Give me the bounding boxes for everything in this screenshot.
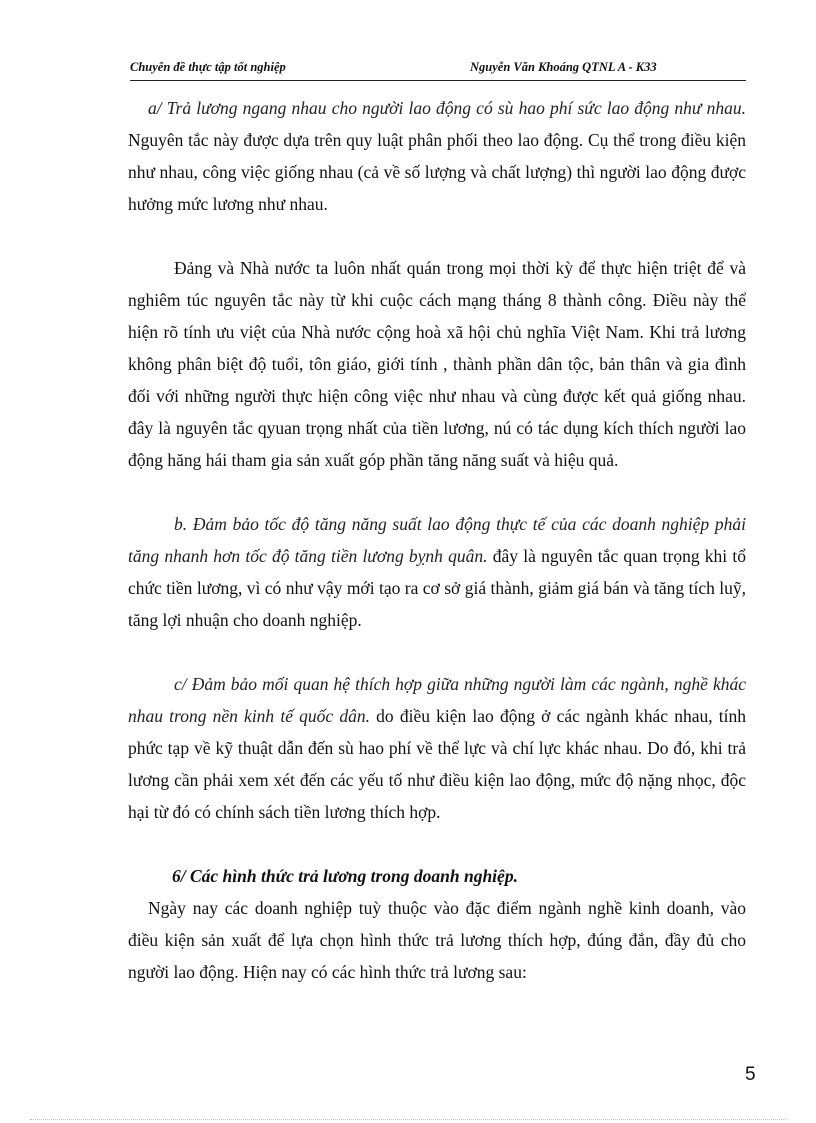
paragraph-6: Ngày nay các doanh nghiệp tuỳ thuộc vào đặc điểm ngành nghề kinh doanh, vào điều kiện sản xuất để lựa chọn hình thức trả lương thích hợp, đúng đắn, đầy đủ cho người lao động. Hiện nay có các hình thức trả lương sau: bbox=[128, 898, 746, 982]
principle-a-title: a/ Trả lương ngang nhau cho người lao động có sù hao phí sức lao động như nhau. bbox=[148, 98, 746, 118]
principle-c-text: do điều kiện lao động ở các ngành khác nhau, tính phức tạp về kỹ thuật dẫn đến sù hao phí về thể lực và chí lực khác nhau. Do đó, khi trả lương cần phải xem xét đến các yếu tố như điều kiện lao động, mức độ nặng nhọc, độc hại từ đó có chính sách tiền lương thích hợp. bbox=[128, 706, 746, 822]
section-6-heading: 6/ Các hình thức trả lương trong doanh nghiệp. bbox=[172, 866, 518, 886]
document-body bbox=[128, 92, 746, 988]
principle-b-title: b. Đảm bảo tốc độ tăng năng suất lao động thực tế của các doanh nghiệp phải tăng nhanh hơn tốc độ tăng tiền lương bỵnh quân. bbox=[128, 514, 746, 566]
header-document-title: Chuyên đề thực tập tốt nghiệp bbox=[130, 60, 286, 74]
page-number: 5 bbox=[745, 1064, 756, 1085]
footer-divider bbox=[30, 1119, 786, 1120]
paragraph-c bbox=[128, 668, 746, 828]
principle-b-text: đây là nguyên tắc quan trọng khi tổ chức tiền lương, vì có như vậy mới tạo ra cơ sở giá thành, giảm giá bán và tăng tích luỹ, tăng lợi nhuận cho doanh nghiệp. bbox=[128, 546, 747, 630]
principle-c-title: c/ Đảm bảo mối quan hệ thích hợp giữa những người làm các ngành, nghề khác nhau trong nền kinh tế quốc dân. bbox=[128, 674, 746, 726]
paragraph-a bbox=[128, 92, 746, 220]
paragraph-b bbox=[128, 508, 746, 636]
header-author: Nguyễn Văn Khoáng QTNL A - K33 bbox=[470, 60, 657, 74]
paragraph-a-detail: Đảng và Nhà nước ta luôn nhất quán trong mọi thời kỳ để thực hiện triệt để và nghiêm túc nguyên tắc này từ khi cuộc cách mạng tháng 8 thành công. Điều này thể hiện rõ tính ưu việt của Nhà nước cộng hoà xã hội chủ nghĩa Việt Nam. Khi trả lương không phân biệt độ tuổi, tôn giáo, giới tính , thành phần dân tộc, bản thân và gia đình đối với những người thực hiện công việc như nhau và cùng được kết quả giống nhau. đây là nguyên tắc qyuan trọng nhất của tiền lương, nú có tác dụng kích thích người lao động hăng hái tham gia sản xuất góp phần tăng năng suất và hiệu quả. bbox=[128, 258, 746, 470]
page-header bbox=[130, 60, 746, 81]
principle-a-text: Nguyên tắc này được dựa trên quy luật phân phối theo lao động. Cụ thể trong điều kiện như nhau, công việc giống nhau (cả về số lượng và chất lượng) thì người lao động được hưởng mức lương như nhau. bbox=[128, 130, 746, 214]
